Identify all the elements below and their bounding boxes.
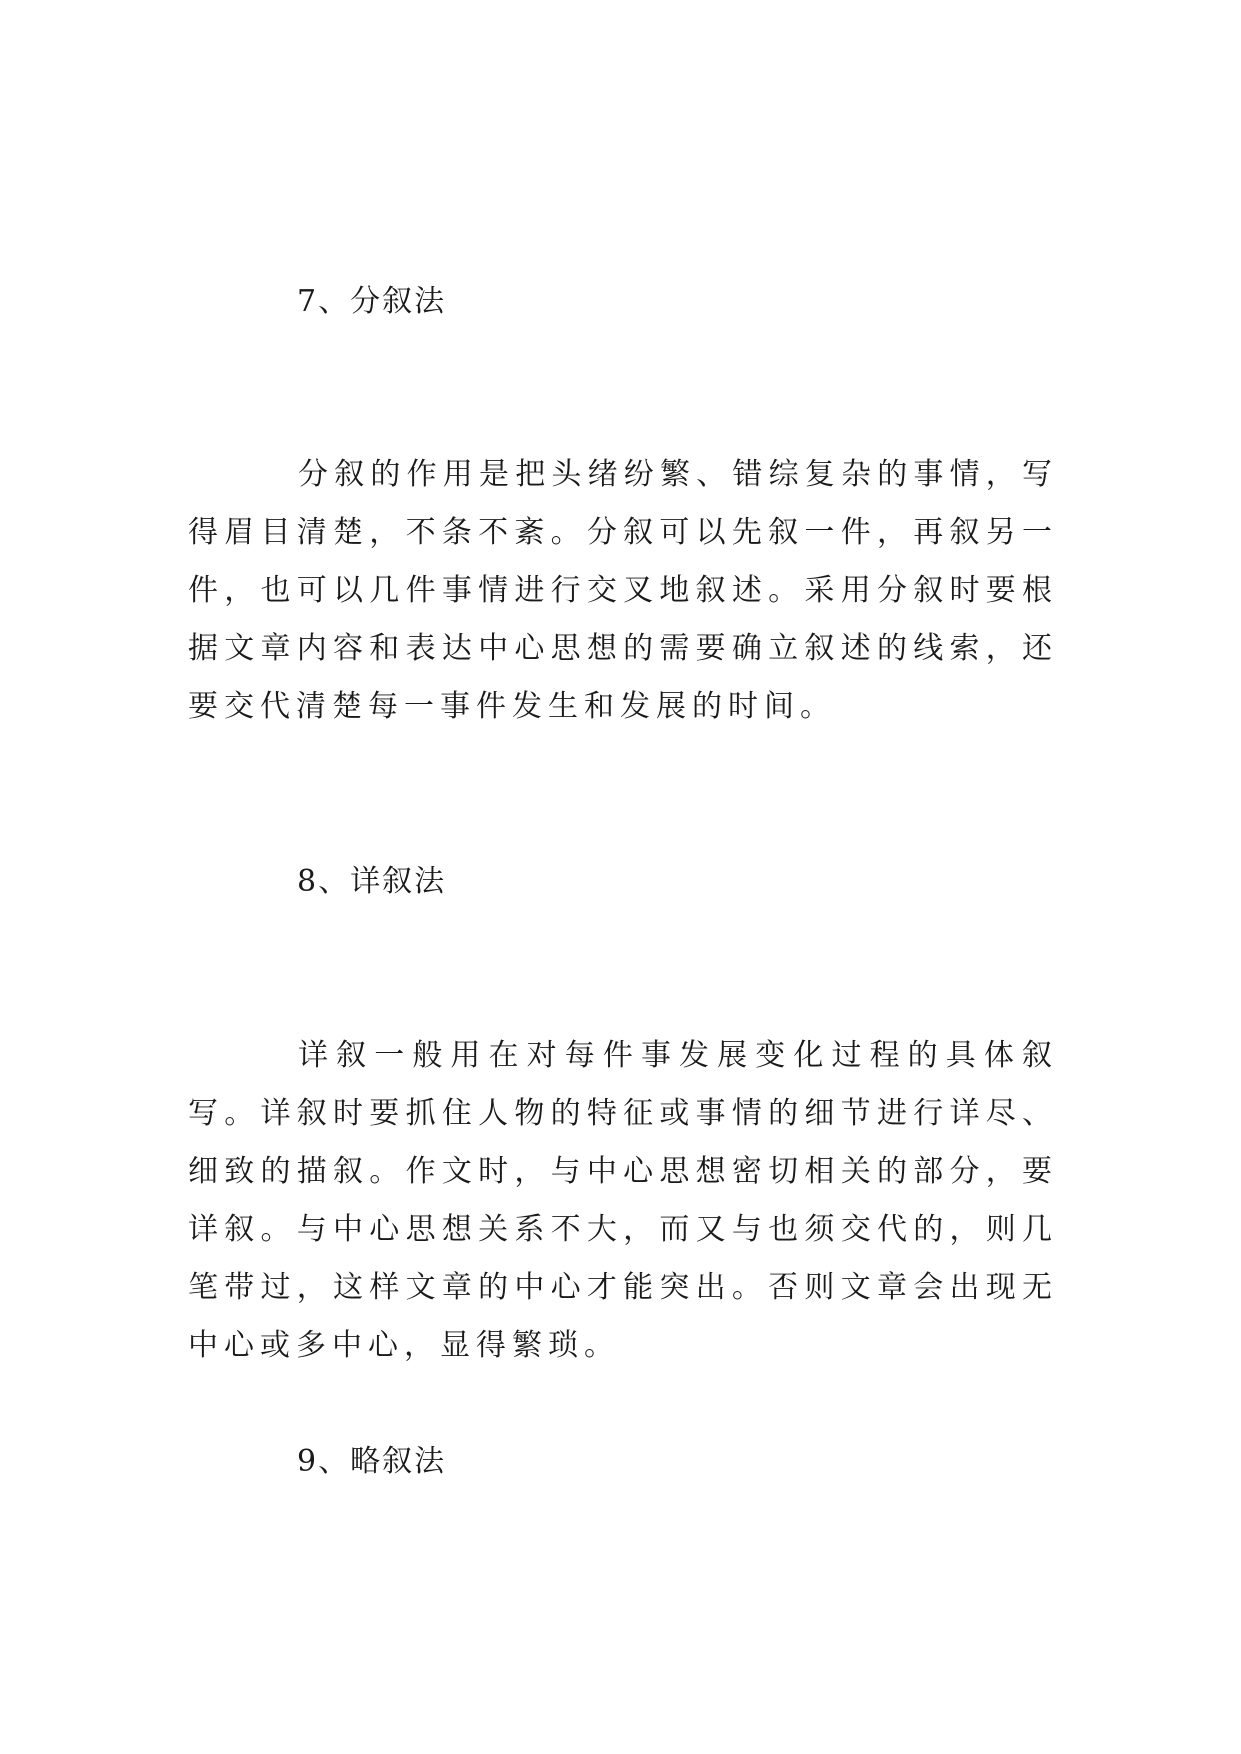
section-paragraph-8: 详叙一般用在对每件事发展变化过程的具体叙写。详叙时要抓住人物的特征或事情的细节进行详尽、细致的描叙。作文时，与中心思想密切相关的部分，要详叙。与中心思想关系不大，而又与也须交代的，则几笔带过，这样文章的中心才能突出。否则文章会出现无中心或多中心，显得繁琐。: [188, 1038, 1058, 1363]
section-heading-9: 9、略叙法: [297, 1444, 447, 1479]
section-heading-8: 8、详叙法: [297, 864, 447, 899]
section-heading-7: 7、分叙法: [297, 284, 447, 319]
section-paragraph-7: 分叙的作用是把头绪纷繁、错综复杂的事情，写得眉目清楚，不条不紊。分叙可以先叙一件，再叙另一件，也可以几件事情进行交叉地叙述。采用分叙时要根据文章内容和表达中心思想的需要确立叙述的线索，还要交代清楚每一事件发生和发展的时间。: [188, 457, 1058, 724]
